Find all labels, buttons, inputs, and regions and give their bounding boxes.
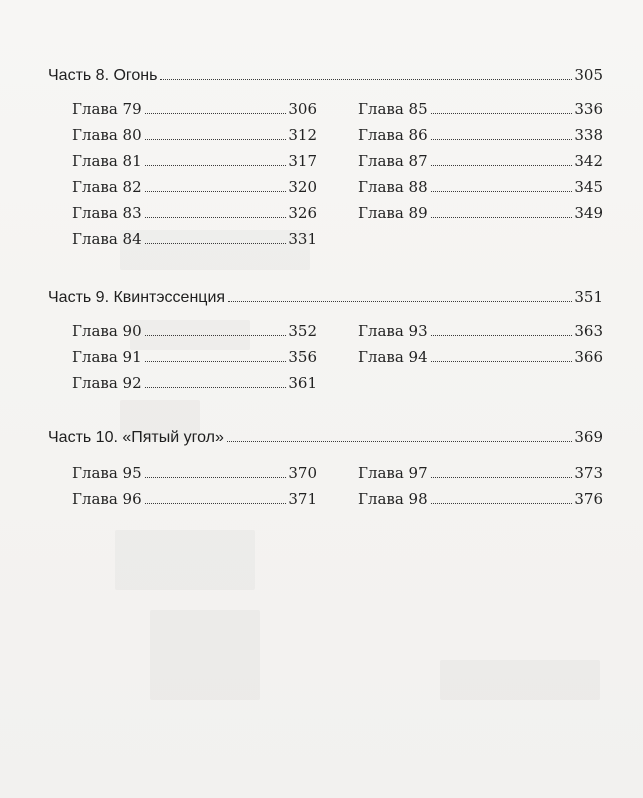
toc-chapter-entry[interactable]	[72, 322, 317, 348]
chapter-page-number: 370	[288, 464, 317, 482]
chapter-title: Глава 95	[72, 464, 142, 482]
chapter-page-number: 342	[574, 152, 603, 170]
toc-chapter-entry[interactable]	[358, 152, 603, 178]
bleed-through-mark	[115, 530, 255, 590]
chapter-page-number: 373	[574, 464, 603, 482]
toc-part-9[interactable]	[48, 288, 603, 307]
dot-leader	[145, 139, 287, 140]
chapter-title: Глава 90	[72, 322, 142, 340]
dot-leader	[431, 191, 573, 192]
chapter-title: Глава 86	[358, 126, 428, 144]
toc-chapter-entry[interactable]	[358, 490, 603, 516]
chapter-page-number: 366	[574, 348, 603, 366]
chapter-title: Глава 80	[72, 126, 142, 144]
chapter-page-number: 336	[574, 100, 603, 118]
chapter-page-number: 320	[288, 178, 317, 196]
chapter-title: Глава 85	[358, 100, 428, 118]
chapter-page-number: 376	[574, 490, 603, 508]
dot-leader	[145, 113, 287, 114]
dot-leader	[145, 191, 287, 192]
chapter-page-number: 326	[288, 204, 317, 222]
dot-leader	[145, 361, 287, 362]
toc-chapter-entry[interactable]	[72, 204, 317, 230]
dot-leader	[431, 503, 573, 504]
chapter-page-number: 331	[288, 230, 317, 248]
toc-chapter-entry[interactable]	[72, 100, 317, 126]
chapter-title: Глава 96	[72, 490, 142, 508]
toc-part-10[interactable]	[48, 428, 603, 447]
dot-leader	[431, 477, 573, 478]
dot-leader	[431, 113, 573, 114]
dot-leader	[145, 165, 287, 166]
dot-leader	[145, 477, 287, 478]
toc-chapter-entry[interactable]	[72, 464, 317, 490]
chapter-page-number: 356	[288, 348, 317, 366]
toc-chapter-entry[interactable]	[72, 126, 317, 152]
toc-chapter-entry[interactable]	[72, 490, 317, 516]
dot-leader	[145, 335, 287, 336]
chapter-page-number: 338	[574, 126, 603, 144]
chapter-title: Глава 82	[72, 178, 142, 196]
chapter-title: Глава 87	[358, 152, 428, 170]
chapter-page-number: 361	[288, 374, 317, 392]
toc-chapter-entry[interactable]	[358, 204, 603, 230]
dot-leader	[145, 503, 287, 504]
dot-leader	[227, 441, 572, 442]
toc-chapter-entry[interactable]	[72, 178, 317, 204]
toc-chapter-entry[interactable]	[72, 152, 317, 178]
chapter-title: Глава 97	[358, 464, 428, 482]
chapter-page-number: 363	[574, 322, 603, 340]
toc-part-8[interactable]	[48, 66, 603, 85]
part-page-number: 305	[574, 66, 603, 84]
chapter-title: Глава 79	[72, 100, 142, 118]
dot-leader	[145, 387, 287, 388]
toc-part-10-left-column	[72, 464, 317, 516]
part-title: Часть 9. Квинтэссенция	[48, 289, 226, 306]
dot-leader	[145, 243, 287, 244]
toc-part-8-right-column	[358, 100, 603, 230]
toc-part-9-right-column	[358, 322, 603, 374]
chapter-page-number: 312	[288, 126, 317, 144]
chapter-title: Глава 89	[358, 204, 428, 222]
toc-part-9-left-column	[72, 322, 317, 400]
chapter-title: Глава 93	[358, 322, 428, 340]
chapter-title: Глава 94	[358, 348, 428, 366]
chapter-title: Глава 81	[72, 152, 142, 170]
chapter-page-number: 317	[288, 152, 317, 170]
chapter-title: Глава 88	[358, 178, 428, 196]
dot-leader	[160, 79, 572, 80]
toc-chapter-entry[interactable]	[358, 348, 603, 374]
chapter-page-number: 306	[288, 100, 317, 118]
chapter-title: Глава 92	[72, 374, 142, 392]
part-page-number: 351	[574, 288, 603, 306]
part-page-number: 369	[574, 428, 603, 446]
dot-leader	[145, 217, 287, 218]
chapter-page-number: 345	[574, 178, 603, 196]
chapter-page-number: 349	[574, 204, 603, 222]
toc-chapter-entry[interactable]	[72, 230, 317, 256]
toc-chapter-entry[interactable]	[358, 322, 603, 348]
chapter-title: Глава 83	[72, 204, 142, 222]
dot-leader	[431, 335, 573, 336]
part-title: Часть 10. «Пятый угол»	[48, 429, 224, 446]
dot-leader	[431, 361, 573, 362]
chapter-title: Глава 98	[358, 490, 428, 508]
toc-chapter-entry[interactable]	[358, 464, 603, 490]
toc-chapter-entry[interactable]	[358, 178, 603, 204]
bleed-through-mark	[150, 610, 260, 700]
toc-chapter-entry[interactable]	[72, 374, 317, 400]
dot-leader	[431, 165, 573, 166]
bleed-through-mark	[440, 660, 600, 700]
part-title: Часть 8. Огонь	[48, 67, 158, 84]
toc-chapter-entry[interactable]	[358, 126, 603, 152]
toc-chapter-entry[interactable]	[72, 348, 317, 374]
toc-part-10-right-column	[358, 464, 603, 516]
chapter-page-number: 371	[288, 490, 317, 508]
dot-leader	[228, 301, 572, 302]
chapter-page-number: 352	[288, 322, 317, 340]
chapter-title: Глава 91	[72, 348, 142, 366]
chapter-title: Глава 84	[72, 230, 142, 248]
dot-leader	[431, 139, 573, 140]
toc-part-8-left-column	[72, 100, 317, 256]
toc-chapter-entry[interactable]	[358, 100, 603, 126]
dot-leader	[431, 217, 573, 218]
